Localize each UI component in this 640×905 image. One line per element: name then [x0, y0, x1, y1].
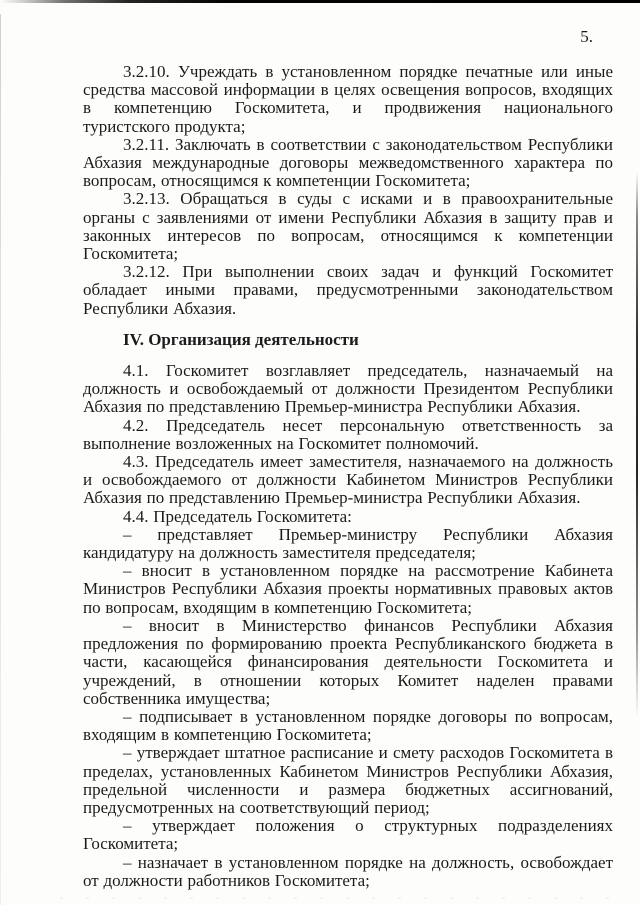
document-text-block — [83, 28, 613, 890]
list-item-appoints-employees: – назначает в установленном порядке на должность, освобождает от должности работников Госкомитета; — [83, 852, 613, 890]
scan-artifact-bottom-noise — [60, 897, 620, 899]
paragraph-4-1: 4.1. Госкомитет возглавляет председатель, назначаемый на должность и освобождаемый от должности Президентом Республики Абхазия по представлению Премьер-министра Республики Абхазия. — [83, 361, 613, 417]
list-item-submits-budget-proposals: – вносит в Министерство финансов Республики Абхазия предложения по формированию проекта Республиканского бюджета в части, касающейся финансирования деятельности Госкомитета и учреждений, в отношении которых Комитет наделен правами собственника имущества; — [83, 615, 613, 708]
paragraph-3-2-12: 3.2.12. При выполнении своих задач и функций Госкомитет обладает иными правами, предусмотренными законодательством Республики Абхазия. — [83, 262, 613, 318]
list-item-approves-staffing: – утверждает штатное расписание и смету расходов Госкомитета в пределах, установленных Кабинетом Министров Республики Абхазия, предельной численности и размера бюджетных ассигнований, предусмотренных на соответствующий период; — [83, 743, 613, 817]
paragraph-3-2-13: 3.2.13. Обращаться в суды с исками и в правоохранительные органы с заявлениями от имени Республики Абхазия в защиту прав и законных интересов по вопросам, относящимся к компетенции Госкомитета; — [83, 189, 613, 264]
section-heading: IV. Организация деятельности — [123, 329, 359, 349]
list-item-approves-regulations: – утверждает положения о структурных подразделениях Госкомитета; — [83, 816, 613, 854]
scan-artifact-left-edge — [0, 14, 1, 905]
paragraph-4-4: 4.4. Председатель Госкомитета: — [123, 506, 352, 526]
list-item-signs-contracts: – подписывает в установленном порядке договоры по вопросам, входящим в компетенцию Госкомитета; — [83, 706, 613, 745]
page-number: 5. — [580, 27, 593, 46]
list-item-represents-candidate: – представляет Премьер-министру Республики Абхазия кандидатуру на должность заместителя председателя; — [83, 524, 613, 563]
scan-artifact-top-edge — [0, 0, 640, 3]
scan-artifact-right-scratch — [636, 172, 638, 718]
paragraph-4-2: 4.2. Председатель несет персональную ответственность за выполнение возложенных на Госкомитет полномочий. — [83, 415, 613, 453]
paragraph-4-3: 4.3. Председатель имеет заместителя, назначаемого на должность и освобождаемого от должности Кабинетом Министров Республики Абхазия по представлению Премьер-министра Республики Абхазия. — [83, 452, 613, 508]
paragraph-3-2-10: 3.2.10. Учреждать в установленном порядке печатные или иные средства массовой информации в целях освещения вопросов, входящих в компетенцию Госкомитета, и продвижения национального туристского продукта; — [83, 62, 613, 136]
paragraph-3-2-11: 3.2.11. Заключать в соответствии с законодательством Республики Абхазия международные договоры межведомственного характера по вопросам, относящимся к компетенции Госкомитета; — [83, 134, 613, 191]
list-item-submits-draft-acts: – вносит в установленном порядке на рассмотрение Кабинета Министров Республики Абхазия проекты нормативных правовых актов по вопросам, входящим в компетенцию Госкомитета; — [83, 561, 613, 617]
